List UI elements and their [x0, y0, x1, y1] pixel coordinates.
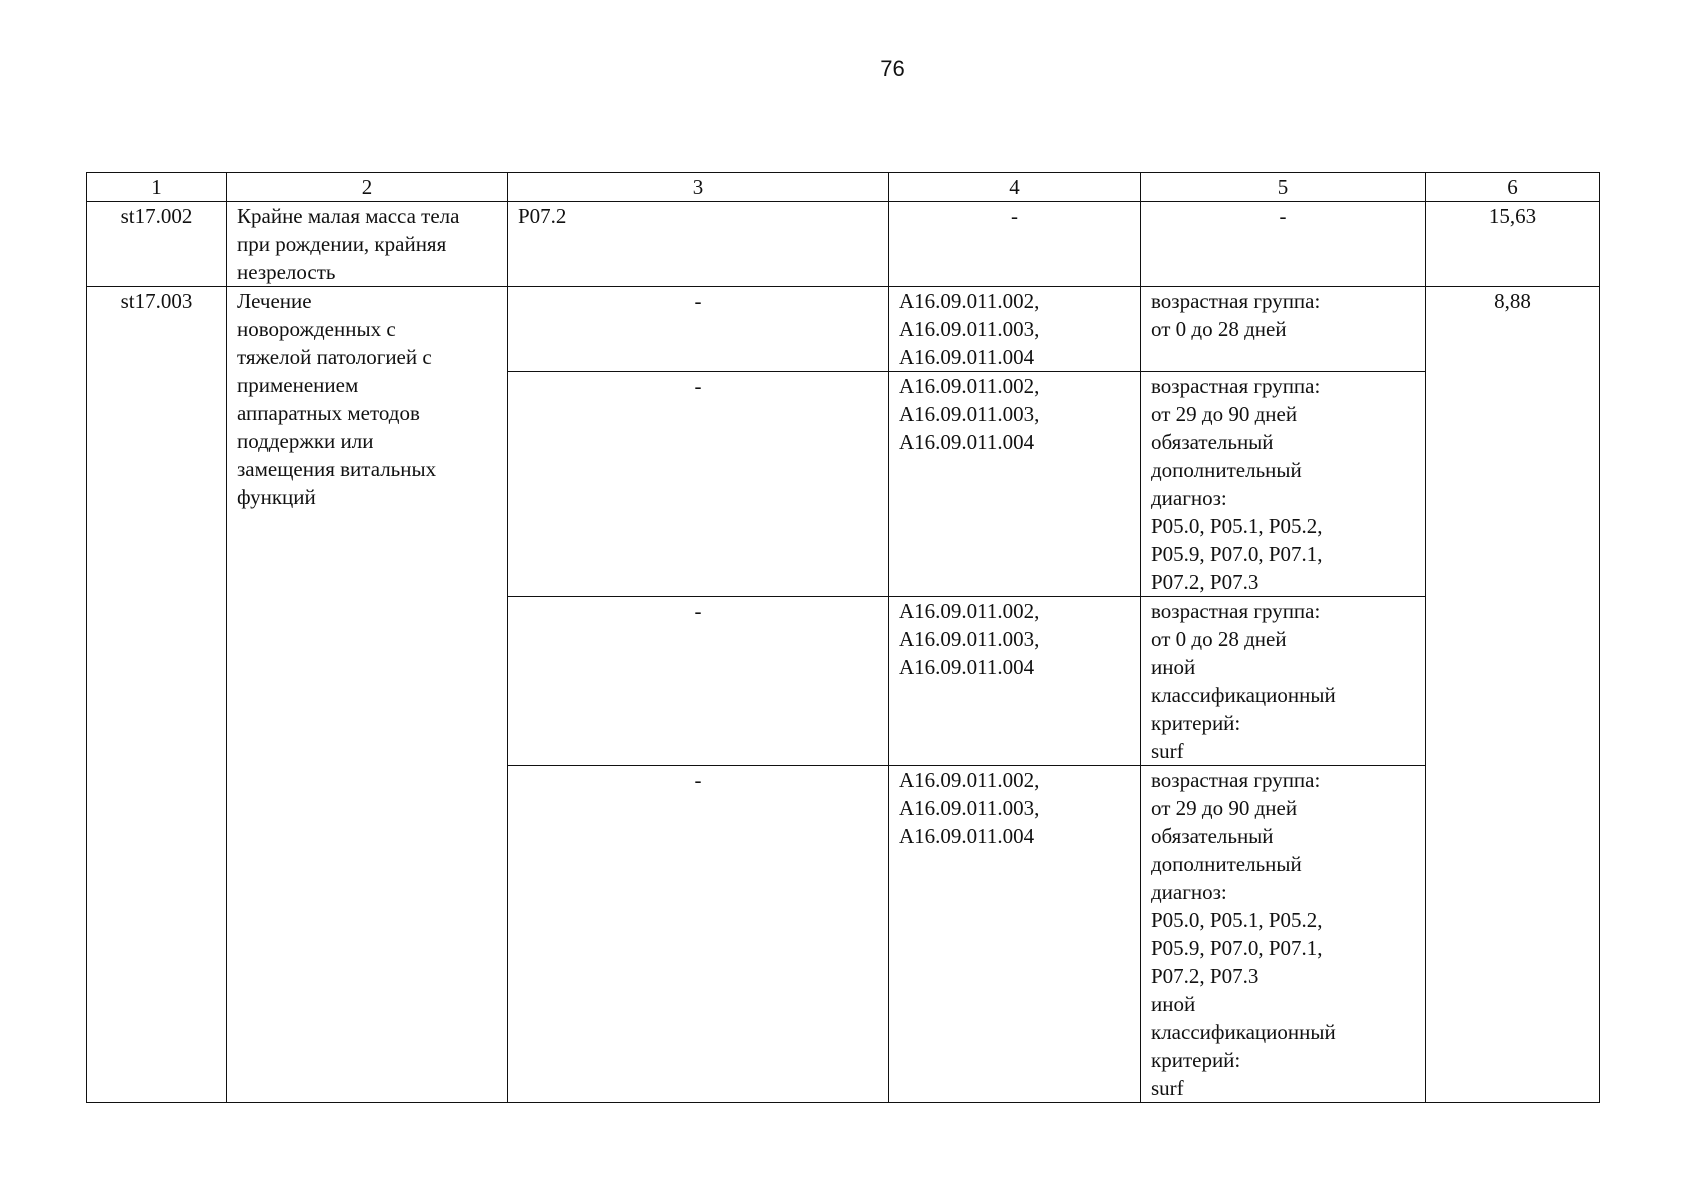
criteria-cell: возрастная группа: от 29 до 90 дней обязательный дополнительный диагноз: P05.0, P05.1, P05.2, P05.9, P07.0, P07.1, P07.2, P07.3 [1141, 372, 1426, 597]
column-header: 2 [227, 173, 508, 202]
diagnosis-code-cell: - [508, 287, 889, 372]
ksg-code-cell: st17.003 [87, 287, 227, 1103]
service-code-cell: A16.09.011.002, A16.09.011.003, A16.09.011.004 [889, 287, 1141, 372]
criteria-cell: - [1141, 202, 1426, 287]
criteria-cell: возрастная группа: от 0 до 28 дней [1141, 287, 1426, 372]
service-code-cell: - [889, 202, 1141, 287]
service-code-cell: A16.09.011.002, A16.09.011.003, A16.09.011.004 [889, 597, 1141, 766]
service-code-cell: A16.09.011.002, A16.09.011.003, A16.09.011.004 [889, 766, 1141, 1103]
criteria-cell: возрастная группа: от 29 до 90 дней обязательный дополнительный диагноз: P05.0, P05.1, P05.2, P05.9, P07.0, P07.1, P07.2, P07.3 иной классификационный критерий: surf [1141, 766, 1426, 1103]
diagnosis-code-cell: P07.2 [508, 202, 889, 287]
coefficient-cell: 15,63 [1426, 202, 1600, 287]
column-header: 4 [889, 173, 1141, 202]
column-header: 6 [1426, 173, 1600, 202]
page-number: 76 [880, 56, 905, 81]
tariff-table [86, 172, 1600, 1103]
diagnosis-code-cell: - [508, 766, 889, 1103]
ksg-code-cell: st17.002 [87, 202, 227, 287]
criteria-cell: возрастная группа: от 0 до 28 дней иной классификационный критерий: surf [1141, 597, 1426, 766]
ksg-name-cell: Лечение новорожденных с тяжелой патологией с применением аппаратных методов поддержки или замещения витальных функций [227, 287, 508, 1103]
diagnosis-code-cell: - [508, 372, 889, 597]
table-row [87, 202, 1600, 287]
diagnosis-code-cell: - [508, 597, 889, 766]
column-header: 3 [508, 173, 889, 202]
column-header: 1 [87, 173, 227, 202]
ksg-name-cell: Крайне малая масса тела при рождении, крайняя незрелость [227, 202, 508, 287]
table-row [87, 287, 1600, 372]
coefficient-cell: 8,88 [1426, 287, 1600, 1103]
service-code-cell: A16.09.011.002, A16.09.011.003, A16.09.011.004 [889, 372, 1141, 597]
column-number-row [87, 173, 1600, 202]
column-header: 5 [1141, 173, 1426, 202]
